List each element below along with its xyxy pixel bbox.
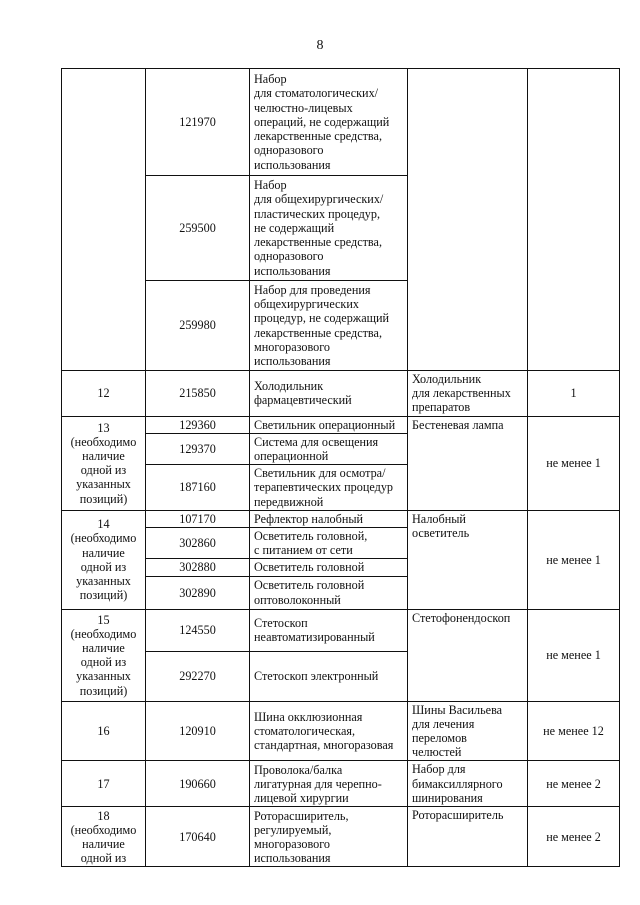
num-cell: 15 (необходимо наличие одной из указанных позиций) (62, 609, 146, 701)
num-cell: 13 (необходимо наличие одной из указанных позиций) (62, 416, 146, 510)
table-row (62, 371, 620, 417)
qty-cell: не менее 1 (528, 609, 620, 701)
code-cell: 302890 (146, 576, 250, 609)
equipment-table (61, 68, 620, 867)
name-cell: Рефлектор налобный (250, 510, 408, 527)
table-row (62, 609, 620, 651)
table-row (62, 701, 620, 761)
name-cell: Набор для стоматологических/ челюстно-лицевых операций, не содержащий лекарственные средства, одноразового использования (250, 69, 408, 176)
table-row (62, 510, 620, 527)
type-cell: Шины Васильева для лечения переломов челюстей (408, 701, 528, 761)
name-cell: Осветитель головной, с питанием от сети (250, 528, 408, 559)
code-cell: 190660 (146, 761, 250, 807)
name-cell: Холодильник фармацевтический (250, 371, 408, 417)
code-cell: 215850 (146, 371, 250, 417)
qty-cell: не менее 12 (528, 701, 620, 761)
qty-cell: не менее 1 (528, 510, 620, 609)
num-cell-continued (62, 69, 146, 371)
type-cell: Холодильник для лекарственных препаратов (408, 371, 528, 417)
code-cell: 129370 (146, 433, 250, 464)
qty-cell: не менее 1 (528, 416, 620, 510)
code-cell: 129360 (146, 416, 250, 433)
name-cell: Осветитель головной (250, 559, 408, 576)
qty-cell: не менее 2 (528, 807, 620, 867)
num-cell: 12 (62, 371, 146, 417)
code-cell: 170640 (146, 807, 250, 867)
qty-cell-continued (528, 69, 620, 371)
table-row (62, 807, 620, 867)
page-number: 8 (316, 38, 324, 53)
code-cell: 259500 (146, 176, 250, 281)
table-row (62, 761, 620, 807)
num-cell: 16 (62, 701, 146, 761)
num-cell: 14 (необходимо наличие одной из указанных позиций) (62, 510, 146, 609)
name-cell: Система для освещения операционной (250, 433, 408, 464)
name-cell: Светильник операционный (250, 416, 408, 433)
code-cell: 292270 (146, 651, 250, 701)
type-cell: Стетофонендоскоп (408, 609, 528, 701)
code-cell: 120910 (146, 701, 250, 761)
type-cell: Бестеневая лампа (408, 416, 528, 510)
code-cell: 302880 (146, 559, 250, 576)
table-row (62, 416, 620, 433)
code-cell: 121970 (146, 69, 250, 176)
name-cell: Стетоскоп неавтоматизированный (250, 609, 408, 651)
code-cell: 302860 (146, 528, 250, 559)
name-cell: Осветитель головной оптоволоконный (250, 576, 408, 609)
type-cell: Роторасширитель (408, 807, 528, 867)
name-cell: Роторасширитель, регулируемый, многоразового использования (250, 807, 408, 867)
code-cell: 259980 (146, 281, 250, 371)
name-cell: Шина окклюзионная стоматологическая, стандартная, многоразовая (250, 701, 408, 761)
code-cell: 107170 (146, 510, 250, 527)
type-cell-continued (408, 69, 528, 371)
qty-cell: не менее 2 (528, 761, 620, 807)
name-cell: Стетоскоп электронный (250, 651, 408, 701)
num-cell: 18 (необходимо наличие одной из (62, 807, 146, 867)
table-row (62, 69, 620, 176)
type-cell: Набор для бимаксиллярного шинирования (408, 761, 528, 807)
qty-cell: 1 (528, 371, 620, 417)
name-cell: Набор для общехирургических/ пластических процедур, не содержащий лекарственные средства, одноразового использования (250, 176, 408, 281)
code-cell: 187160 (146, 465, 250, 511)
num-cell: 17 (62, 761, 146, 807)
type-cell: Налобный осветитель (408, 510, 528, 609)
code-cell: 124550 (146, 609, 250, 651)
name-cell: Светильник для осмотра/ терапевтических процедур передвижной (250, 465, 408, 511)
name-cell: Проволока/балка лигатурная для черепно- лицевой хирургии (250, 761, 408, 807)
name-cell: Набор для проведения общехирургических процедур, не содержащий лекарственные средства, многоразового использования (250, 281, 408, 371)
